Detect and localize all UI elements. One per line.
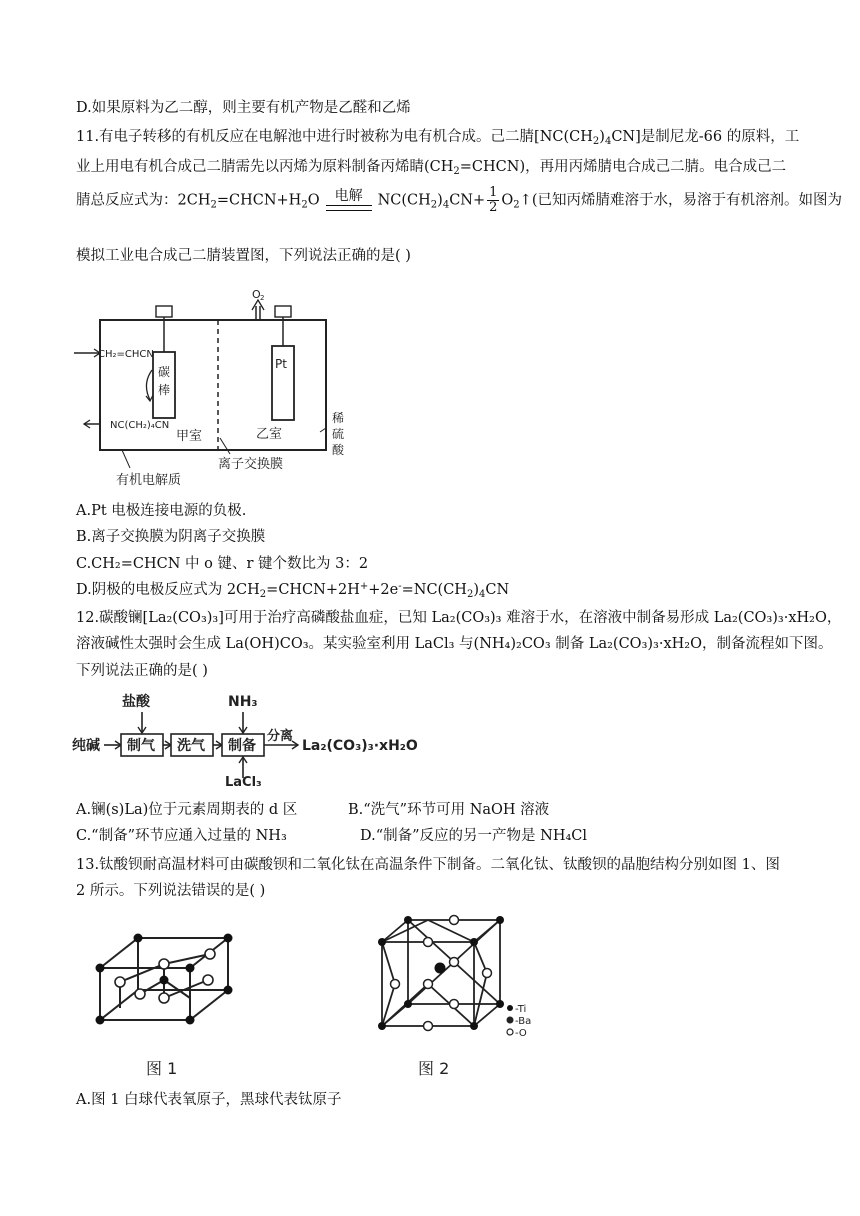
fraction-one-half: $\frac{1}{2}$ [489,185,498,215]
q13-option-a: A.图 1 白球代表氧原子，黑球代表钛原子 [76,1092,342,1108]
carbon-rod-label-1: 碳 [158,365,171,379]
membrane-label: 离子交换膜 [218,457,284,472]
q11-option-c: C.CH₂=CHCN 中 o 键、r 键个数比为 3：2 [76,556,369,572]
q12-option-a: A.镧(s)La)位于元素周期表的 d 区 [76,802,298,818]
figure-2-caption: 图 2 [418,1059,450,1078]
legend-ti-dot [507,1005,513,1011]
q12-stem-line-2: 溶液碱性太强时会生成 La(OH)CO₃。某实验室利用 LaCl₃ 与(NH₄)₂CO₃ 制备 La₂(CO₃)₃·xH₂O，制备流程如下图。 [76,636,833,652]
carbon-rod-terminal [156,306,172,317]
legend-ba: -Ba [515,1016,532,1027]
q11-option-b: B.离子交换膜为阴离子交换膜 [76,529,266,545]
nh3-label: NH₃ [228,694,258,710]
q12-flow-chart [70,688,470,788]
acid-label-1: 稀 [332,411,345,425]
q11-option-d: D.阴极的电极反应式为 $2CH_2=CHCN+2H^++2e^-=NC(CH_2)_4CN$ [76,581,510,600]
figure-1-tio2-cell [90,924,270,1084]
q11-stem-line-3: 腈总反应式为：$2CH_2=CHCN+H_2O$ 电解 $NC(CH_2)_4CN+$ $\frac{1}{2}$ $O_2↑$(已知丙烯腈难溶于水，易溶于有机溶剂。如图为 [76,185,842,215]
product-out-label: NC(CH₂)₄CN [110,420,170,431]
acid-label-2: 硫 [332,427,345,441]
separation-label: 分离 [267,729,294,744]
electrolysis-cell-diagram [70,288,360,488]
electrolysis-sign: 电解 [320,188,378,214]
q11-stem-line-1: 11.有电子转移的有机反应在电解池中进行时被称为电有机合成。己二腈$[NC(CH_2)_4CN]$是制尼龙-66 的原料，工 [76,129,800,147]
lacl3-label: LaCl₃ [225,775,262,788]
electrolyte-label: 有机电解质 [116,473,182,488]
svg-text:洗气: 洗气 [177,738,205,754]
legend-ti: -Ti [515,1004,527,1015]
carbon-rod-label-2: 棒 [158,383,171,397]
acid-label-3: 酸 [332,443,345,457]
q12-option-d: D.“制备”反应的另一产物是 NH₄Cl [360,828,588,844]
legend-o: -O [515,1028,527,1039]
flow-start-label: 纯碱 [72,738,100,754]
pt-label: Pt [275,357,287,371]
q11-stem-line-2: 业上用电有机合成己二腈需先以丙烯为原料制备丙烯睛$(CH_2=CHCN)$，再用丙烯腈电合成己二腈。电合成己二 [76,159,787,177]
chamber-a-label: 甲室 [176,429,203,444]
figure-1-caption: 图 1 [146,1059,178,1078]
feed-in-label: CH₂=CHCN [98,349,154,360]
q11-stem-line-4: 模拟工业电合成己二腈装置图，下列说法正确的是( ) [76,248,411,264]
figure-2-batio3-cell [372,912,562,1084]
flow-product-label: La₂(CO₃)₃·xH₂O [302,738,418,754]
q13-stem-line-2: 2 所示。下列说法错误的是( ) [76,883,266,899]
hcl-label: 盐酸 [122,694,150,710]
q12-stem-line-1: 12.碳酸镧[La₂(CO₃)₃]可用于治疗高磷酸盐血症，已知 La₂(CO₃)₃ 难溶于水，在溶液中制备易形成 La₂(CO₃)₃·xH₂O， [76,610,842,626]
svg-text:制气: 制气 [127,738,155,754]
pt-terminal [275,306,291,317]
q12-option-b: B.“洗气”环节可用 NaOH 溶液 [348,802,550,818]
svg-text:制备: 制备 [228,738,256,754]
q10-option-d: D.如果原料为乙二醇，则主要有机产物是乙醛和乙烯 [76,100,411,116]
legend-ba-dot [507,1017,514,1024]
legend-o-dot [507,1029,513,1035]
q12-stem-line-3: 下列说法正确的是( ) [76,663,208,679]
q11-option-a: A.Pt 电极连接电源的负极. [76,503,247,519]
chamber-b-label: 乙室 [256,427,283,442]
q13-stem-line-1: 13.钛酸钡耐高温材料可由碳酸钡和二氧化钛在高温条件下制备。二氧化钛、钛酸钡的晶胞结构分别如图 1、图 [76,857,780,873]
o2-label: O [252,288,261,301]
q12-option-c: C.“制备”环节应通入过量的 NH₃ [76,828,287,844]
svg-text:2: 2 [260,294,265,302]
